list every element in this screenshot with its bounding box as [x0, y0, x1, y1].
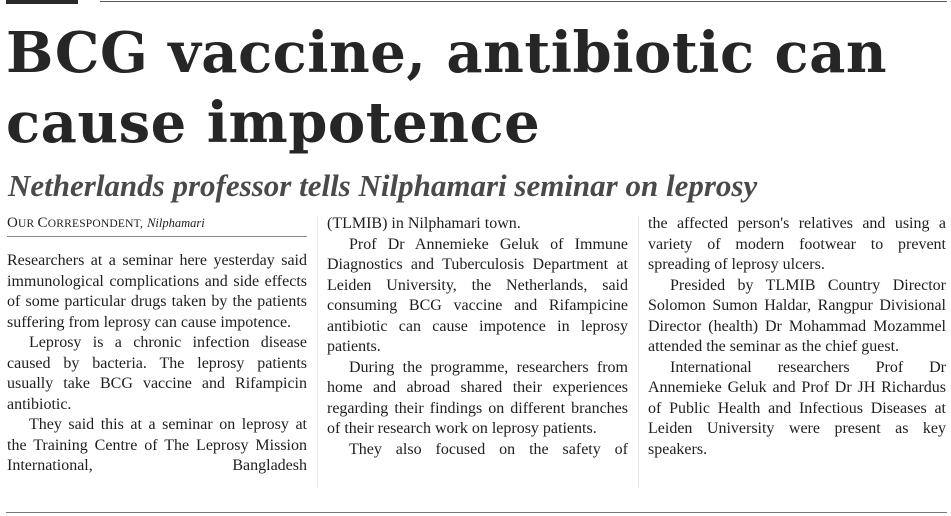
article-column-3 [648, 214, 946, 460]
top-rule-stub [6, 0, 78, 4]
article-paragraph: During the programme, researchers from home and abroad shared their experiences regarding their findings on different branches of their research work on leprosy patients. [327, 358, 628, 437]
column-divider [317, 216, 318, 488]
top-rule [100, 1, 947, 2]
bottom-rule [6, 512, 947, 513]
article-paragraph: Prof Dr Annemieke Geluk of Immune Diagnostics and Tuberculosis Department at Leiden University, the Netherlands, said consuming BCG vaccine and Rifampicine antibiotic can cause impotence in leprosy patients. [327, 235, 628, 355]
article-column-2 [327, 214, 628, 460]
article-paragraph: Researchers at a seminar here yesterday said immunological complications and side effects of some particular drugs taken by the patients suffering from leprosy can cause impotence. [7, 252, 307, 331]
article-paragraph: They also focused on the safety of [349, 440, 628, 458]
subheadline: Netherlands professor tells Nilphamari seminar on leprosy [8, 168, 758, 203]
article-column-1 [7, 214, 307, 477]
column-divider [638, 216, 639, 488]
byline [7, 214, 307, 237]
article-paragraph: Leprosy is a chronic infection disease caused by bacteria. The leprosy patients usually take BCG vaccine and Rifampicin antibiotic. [7, 334, 307, 413]
byline-location: Nilphamari [147, 216, 205, 230]
article-paragraph: International researchers Prof Dr Annemieke Geluk and Prof Dr JH Richardus of Public Health and Infectious Diseases at Leiden University were present as key speakers. [648, 358, 946, 458]
headline: BCG vaccine, antibiotic can cause impotence [6, 20, 888, 156]
article-paragraph: They said this at a seminar on leprosy at the Training Centre of The Leprosy Mission International, Bangladesh [7, 416, 307, 474]
byline-author: OUR CORRESPONDENT, [7, 215, 144, 231]
article-paragraph: (TLMIB) in Nilphamari town. [327, 215, 521, 232]
article-paragraph: the affected person's relatives and using a variety of modern footwear to prevent spreading of leprosy ulcers. [648, 215, 946, 273]
article-paragraph: Presided by TLMIB Country Director Solomon Sumon Haldar, Rangpur Divisional Director (health) Dr Mohammad Mozammel attended the seminar as the chief guest. [648, 276, 946, 355]
